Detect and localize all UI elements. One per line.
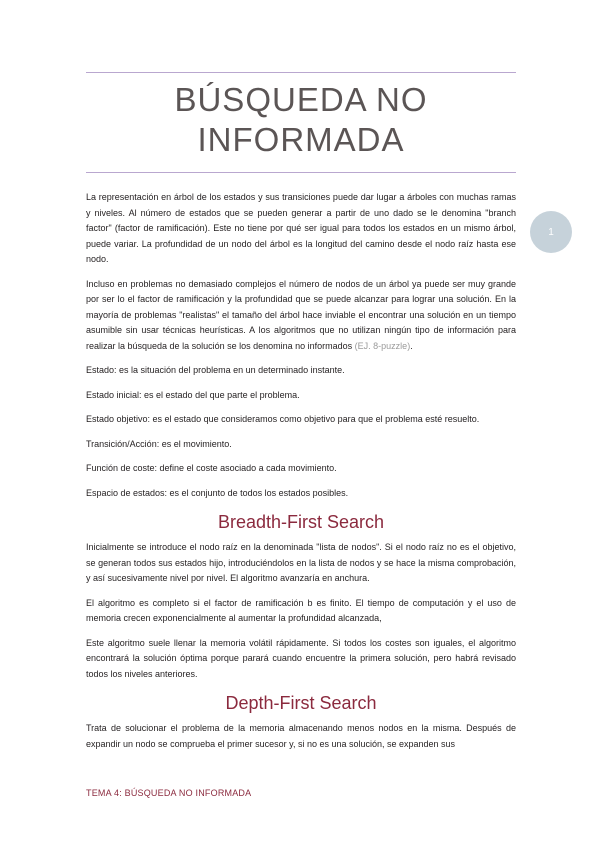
intro-paragraph-2-end: . — [410, 340, 413, 351]
bfs-paragraph-3: Este algoritmo suele llenar la memoria volátil rápidamente. Si todos los costes son iguales, el algoritmo encontrará la solución óptima porque parará cuando encuentre la primera solución, pero habrá revisado todos los niveles anteriores. — [86, 637, 516, 679]
page-footer: TEMA 4: BÚSQUEDA NO INFORMADA — [86, 788, 252, 798]
title-top-rule — [86, 72, 516, 73]
definition-estado: Estado: es la situación del problema en un determinado instante. — [86, 365, 345, 375]
example-link[interactable]: (EJ. 8-puzzle) — [354, 340, 411, 351]
bfs-paragraph-2: El algoritmo es completo si el factor de ramificación b es finito. El tiempo de computación y el uso de memoria crecen exponencialmente al aumentar la profundidad alcanzada, — [86, 597, 516, 623]
bfs-heading: Breadth-First Search — [217, 512, 385, 532]
page-number-badge: 1 — [530, 211, 572, 253]
title-bottom-rule — [86, 172, 516, 173]
page-title — [86, 80, 516, 160]
bfs-paragraph-1: Inicialmente se introduce el nodo raíz en la denominada "lista de nodos". Si el nodo raíz no es el objetivo, se generan todos sus estados hijo, introduciéndolos en la lista de nodos y se hace la misma comprobación, y así sucesivamente nivel por nivel. El algoritmo avanzaría en anchura. — [86, 542, 516, 583]
definition-estado-objetivo: Estado objetivo: es el estado que consideramos como objetivo para que el problema esté resuelto. — [86, 414, 480, 424]
page-title-line-2: INFORMADA — [197, 121, 405, 158]
definition-estado-inicial: Estado inicial: es el estado del que parte el problema. — [86, 389, 300, 400]
dfs-heading: Depth-First Search — [225, 693, 377, 713]
document-body — [86, 190, 516, 761]
intro-paragraph-2 — [86, 277, 516, 355]
definition-funcion-coste: Función de coste: define el coste asociado a cada movimiento. — [86, 463, 337, 473]
definition-espacio-estados: Espacio de estados: es el conjunto de todos los estados posibles. — [86, 487, 349, 498]
definition-transicion: Transición/Acción: es el movimiento. — [86, 438, 232, 449]
page-title-line-1: BÚSQUEDA NO — [174, 81, 428, 118]
intro-paragraph-2-text: Incluso en problemas no demasiado complejos el número de nodos de un árbol ya puede ser muy grande por ser lo el factor de ramificación y la profundidad que se puede alcanzar para lograr una solución. En la mayoría de problemas "realistas" el tamaño del árbol hace inviable el encontrar una solución en un tiempo asumible sin usar técnicas heurísticas. A los algoritmos que no utilizan ningún tipo de información para realizar la búsqueda de la solución se los denomina no informados — [86, 278, 516, 351]
dfs-paragraph-1: Trata de solucionar el problema de la memoria almacenando menos nodos en la misma. Después de expandir un nodo se comprueba el primer sucesor y, si no es una solución, se expanden sus — [86, 723, 516, 749]
intro-paragraph-1: La representación en árbol de los estados y sus transiciones puede dar lugar a árboles con muchas ramas y niveles. Al número de estados que se pueden generar a partir de uno dado se le denomina "branch factor" (factor de ramificación). Este no tiene por qué ser igual para todos los estados en un mismo árbol, puede variar. La profundidad de un nodo del árbol es la longitud del camino desde el nodo raíz hasta ese nodo. — [86, 192, 516, 264]
